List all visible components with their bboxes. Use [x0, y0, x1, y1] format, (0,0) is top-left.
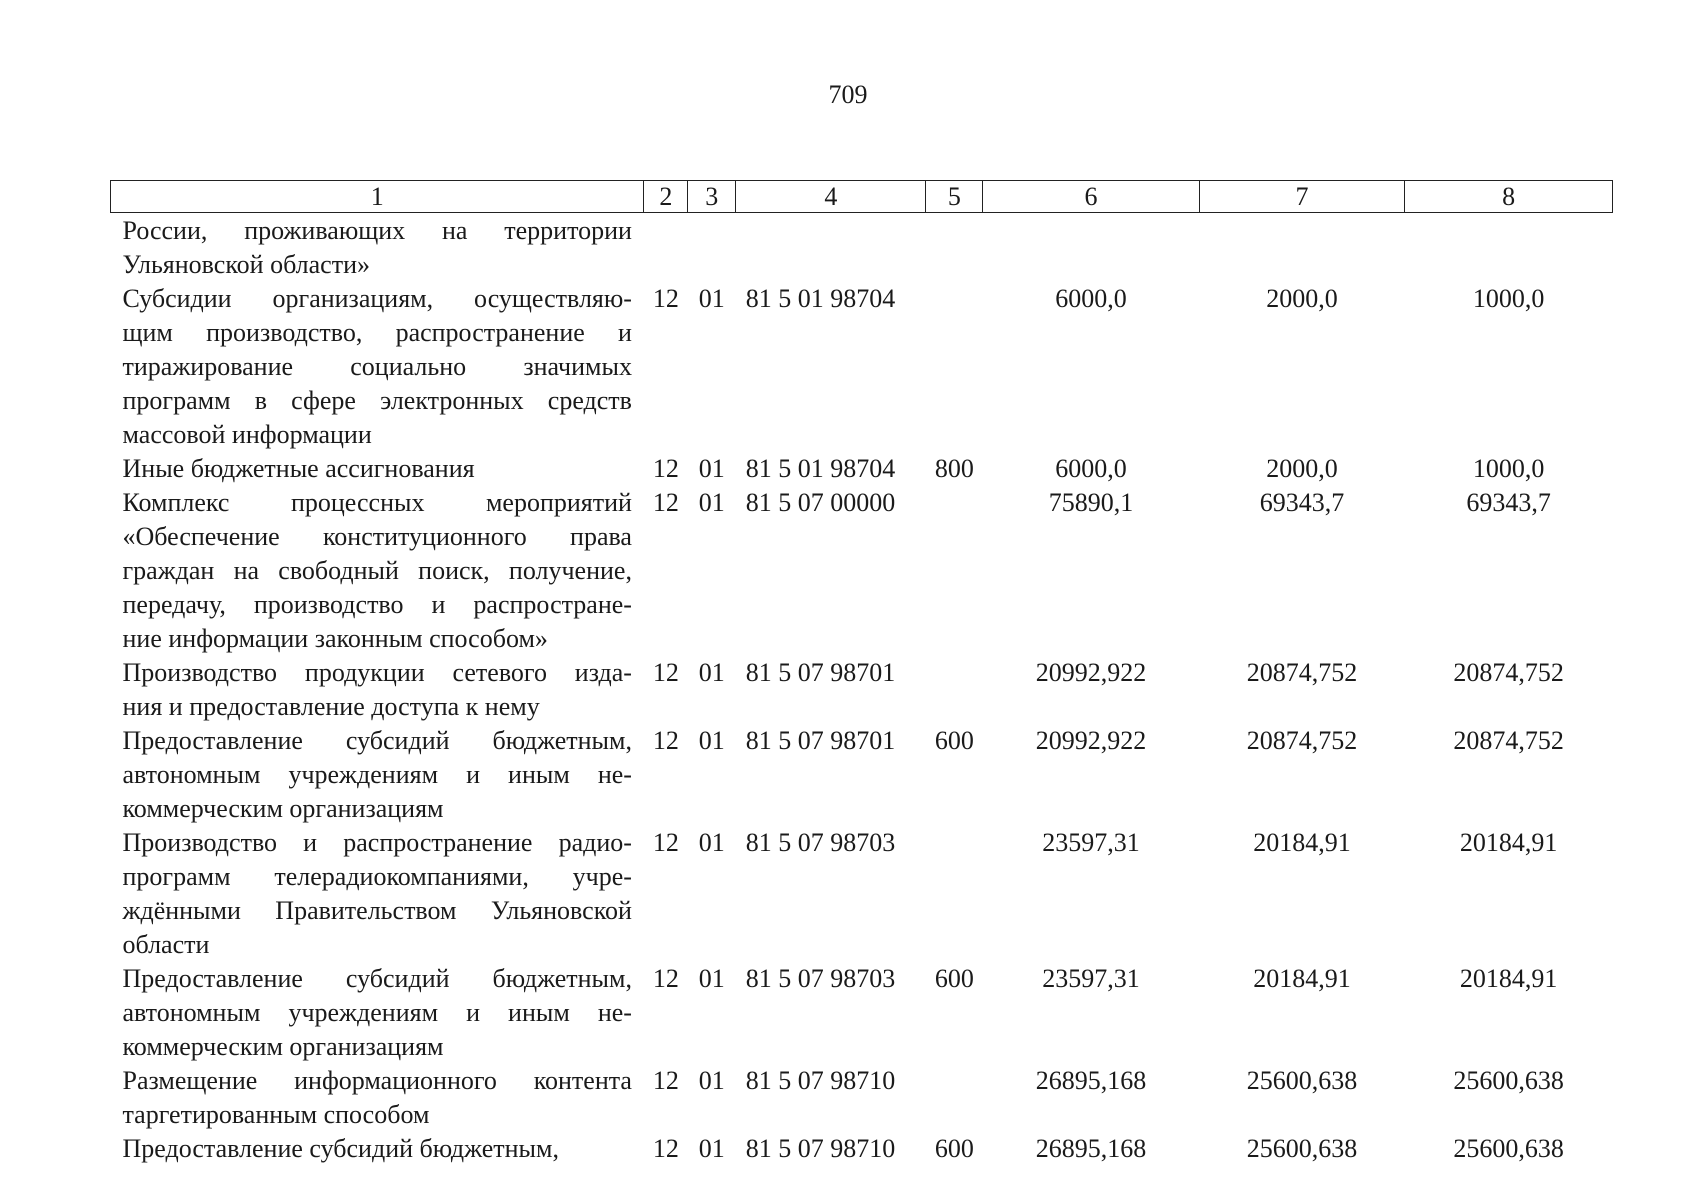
expense-type-cell: 800: [934, 454, 974, 483]
row-name-line: Производство продукции сетевого изда-: [122, 658, 632, 687]
target-article-cell: 81 5 07 98703: [745, 964, 896, 993]
subsection-code-cell: 01: [698, 1134, 725, 1163]
table-row: [111, 826, 1613, 962]
amount-col8-cell: 25600,638: [1453, 1066, 1564, 1095]
table-row: [111, 962, 1613, 1064]
amount-col7-cell: 2000,0: [1266, 284, 1338, 313]
table-row: [111, 656, 1613, 724]
amount-col8-cell: 1000,0: [1472, 284, 1545, 313]
amount-col8-cell: [1405, 213, 1613, 283]
header-cell: 6: [983, 181, 1199, 213]
table-row: [111, 1132, 1613, 1166]
row-name-cell: [111, 826, 644, 962]
subsection-code-cell: 01: [698, 454, 725, 483]
expense-type-cell: [926, 1064, 983, 1132]
amount-col8-cell: 25600,638: [1453, 1134, 1564, 1163]
amount-col8-cell: 69343,7: [1466, 488, 1551, 517]
table-header-row: [111, 181, 1613, 213]
amount-col6-cell: 20992,922: [1035, 726, 1147, 755]
row-name-line: коммерческим организациям: [122, 794, 444, 823]
section-code-cell: 12: [652, 454, 679, 483]
row-name-line: автономным учреждениям и иным не-: [122, 998, 632, 1027]
target-article-cell: 81 5 07 98701: [745, 658, 896, 687]
target-article-cell: 81 5 01 98704: [745, 454, 896, 483]
section-code-cell: 12: [652, 1066, 679, 1095]
subsection-code-cell: [688, 213, 736, 283]
section-code-cell: 12: [652, 964, 679, 993]
amount-col7-cell: 25600,638: [1246, 1134, 1358, 1163]
amount-col7-cell: 20184,91: [1253, 964, 1351, 993]
row-name-cell: [111, 486, 644, 656]
row-name-line: «Обеспечение конституционного права: [122, 522, 632, 551]
row-name-line: области: [122, 930, 210, 959]
row-name-line: Комплекс процессных мероприятий: [122, 488, 632, 517]
section-code-cell: 12: [652, 658, 679, 687]
row-name-line: массовой информации: [122, 420, 372, 449]
row-name-cell: [111, 1064, 644, 1132]
section-code-cell: 12: [652, 1134, 679, 1163]
row-name-cell: [111, 282, 644, 452]
amount-col7-cell: [1199, 213, 1405, 283]
amount-col6-cell: 20992,922: [1035, 658, 1147, 687]
row-name-line: таргетированным способом: [122, 1100, 430, 1129]
amount-col8-cell: 20874,752: [1453, 726, 1564, 755]
target-article-cell: 81 5 07 00000: [745, 488, 896, 517]
expense-type-cell: [926, 486, 983, 656]
row-name-line: Иные бюджетные ассигнования: [122, 454, 475, 483]
section-code-cell: 12: [652, 828, 679, 857]
row-name-line: Ульяновской области»: [122, 250, 370, 279]
row-name-line: программ телерадиокомпаниями, учре-: [122, 862, 632, 891]
expense-type-cell: [926, 213, 983, 283]
expense-type-cell: 600: [934, 964, 974, 993]
row-name-cell: [111, 452, 644, 486]
header-cell: 8: [1405, 181, 1613, 213]
expense-type-cell: [926, 826, 983, 962]
expense-type-cell: 600: [934, 1134, 974, 1163]
amount-col7-cell: 2000,0: [1266, 454, 1338, 483]
amount-col7-cell: 20874,752: [1246, 726, 1358, 755]
amount-col6-cell: 26895,168: [1035, 1066, 1147, 1095]
row-name-line: Производство и распространение радио-: [122, 828, 632, 857]
subsection-code-cell: 01: [698, 1066, 725, 1095]
row-name-cell: [111, 962, 644, 1064]
amount-col6-cell: 23597,31: [1042, 828, 1140, 857]
target-article-cell: 81 5 01 98704: [745, 284, 896, 313]
row-name-cell: [111, 656, 644, 724]
row-name-line: ждёнными Правительством Ульяновской: [122, 896, 632, 925]
amount-col6-cell: [983, 213, 1199, 283]
header-cell: 1: [111, 181, 644, 213]
page-number: 709: [828, 80, 868, 109]
amount-col6-cell: 75890,1: [1048, 488, 1134, 517]
row-name-line: Размещение информационного контента: [122, 1066, 632, 1095]
row-name-line: России, проживающих на территории: [122, 216, 632, 245]
target-article-cell: 81 5 07 98710: [745, 1066, 896, 1095]
table-row: [111, 213, 1613, 283]
row-name-cell: [111, 1132, 644, 1166]
amount-col7-cell: 69343,7: [1259, 488, 1345, 517]
target-article-cell: 81 5 07 98703: [745, 828, 896, 857]
amount-col6-cell: 6000,0: [1055, 454, 1127, 483]
subsection-code-cell: 01: [698, 284, 725, 313]
row-name-cell: [111, 724, 644, 826]
expense-type-cell: 600: [934, 726, 974, 755]
row-name-line: Предоставление субсидий бюджетным,: [122, 726, 632, 755]
table-row: [111, 724, 1613, 826]
header-cell: 5: [926, 181, 983, 213]
header-cell: 3: [688, 181, 736, 213]
amount-col8-cell: 1000,0: [1472, 454, 1545, 483]
table-body: [111, 213, 1613, 1167]
target-article-cell: [736, 213, 926, 283]
header-cell: 4: [736, 181, 926, 213]
row-name-line: Субсидии организациям, осуществляю-: [122, 284, 632, 313]
row-name-line: ние информации законным способом»: [122, 624, 548, 653]
table-row: [111, 486, 1613, 656]
amount-col6-cell: 26895,168: [1035, 1134, 1147, 1163]
amount-col6-cell: 6000,0: [1055, 284, 1127, 313]
section-code-cell: [644, 213, 688, 283]
section-code-cell: 12: [652, 284, 679, 313]
header-cell: 2: [644, 181, 688, 213]
row-name-line: автономным учреждениям и иным не-: [122, 760, 632, 789]
table-row: [111, 452, 1613, 486]
subsection-code-cell: 01: [698, 964, 725, 993]
subsection-code-cell: 01: [698, 488, 725, 517]
expense-type-cell: [926, 282, 983, 452]
amount-col7-cell: 20874,752: [1246, 658, 1358, 687]
amount-col8-cell: 20184,91: [1459, 964, 1558, 993]
row-name-line: коммерческим организациям: [122, 1032, 444, 1061]
row-name-cell: [111, 213, 644, 283]
row-name-line: передачу, производство и распростране-: [122, 590, 632, 619]
target-article-cell: 81 5 07 98701: [745, 726, 896, 755]
table-row: [111, 282, 1613, 452]
expense-type-cell: [926, 656, 983, 724]
row-name-line: щим производство, распространение и: [122, 318, 632, 347]
amount-col8-cell: 20874,752: [1453, 658, 1564, 687]
section-code-cell: 12: [652, 488, 679, 517]
budget-table: [110, 180, 1613, 1166]
subsection-code-cell: 01: [698, 658, 725, 687]
subsection-code-cell: 01: [698, 828, 725, 857]
amount-col6-cell: 23597,31: [1042, 964, 1140, 993]
amount-col7-cell: 20184,91: [1253, 828, 1351, 857]
section-code-cell: 12: [652, 726, 679, 755]
row-name-line: программ в сфере электронных средств: [122, 386, 632, 415]
header-cell: 7: [1199, 181, 1405, 213]
amount-col8-cell: 20184,91: [1459, 828, 1558, 857]
row-name-line: ния и предоставление доступа к нему: [122, 692, 540, 721]
target-article-cell: 81 5 07 98710: [745, 1134, 896, 1163]
row-name-line: граждан на свободный поиск, получение,: [122, 556, 632, 585]
table-row: [111, 1064, 1613, 1132]
row-name-line: тиражирование социально значимых: [122, 352, 632, 381]
amount-col7-cell: 25600,638: [1246, 1066, 1358, 1095]
subsection-code-cell: 01: [698, 726, 725, 755]
row-name-line: Предоставление субсидий бюджетным,: [122, 1134, 559, 1163]
row-name-line: Предоставление субсидий бюджетным,: [122, 964, 632, 993]
